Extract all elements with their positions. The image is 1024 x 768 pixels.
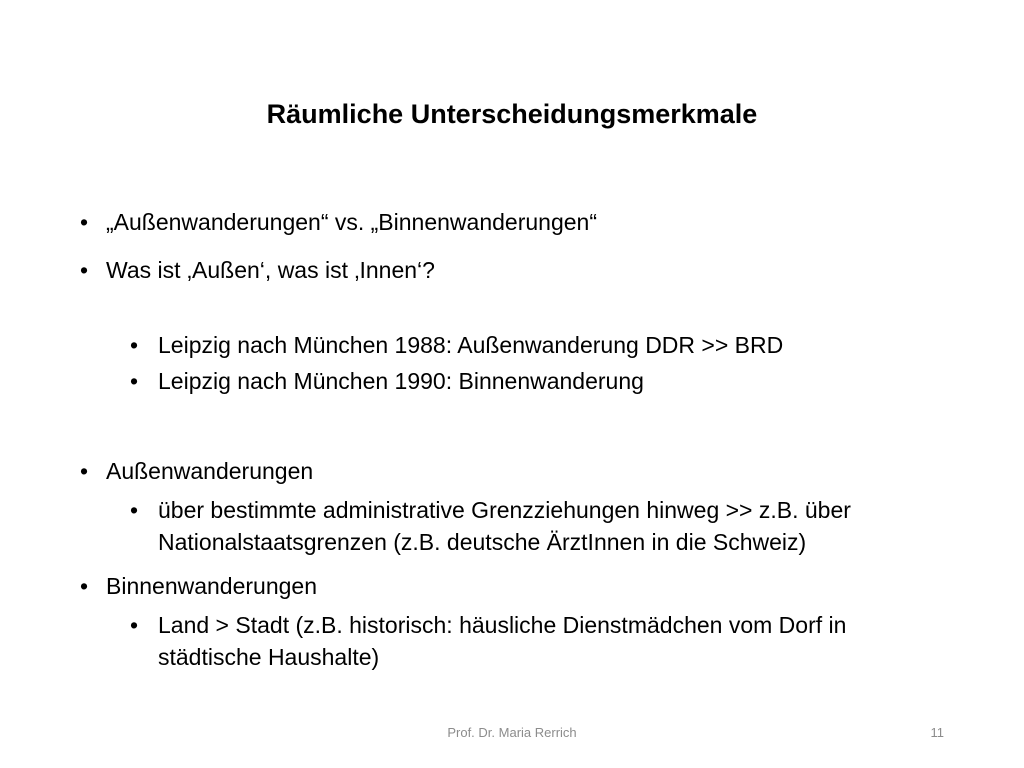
bullet-text: „Außenwanderungen“ vs. „Binnenwanderungen“ bbox=[106, 209, 597, 235]
bullet-icon: • bbox=[80, 458, 89, 484]
bullet-text: Leipzig nach München 1988: Außenwanderung DDR >> BRD bbox=[158, 332, 784, 358]
bullet-text-continuation: Nationalstaatsgrenzen (z.B. deutsche ÄrztInnen in die Schweiz) bbox=[158, 529, 807, 555]
bullet-text: Land > Stadt (z.B. historisch: häusliche Dienstmädchen vom Dorf in bbox=[158, 612, 847, 638]
bullet-icon: • bbox=[130, 332, 139, 358]
slide-title: Räumliche Unterscheidungsmerkmale bbox=[266, 99, 758, 129]
bullet-icon: • bbox=[130, 497, 139, 523]
bullet-icon: • bbox=[130, 612, 139, 638]
bullet-icon: • bbox=[80, 257, 89, 283]
sub-bullet-item-grenzziehungen-continuation bbox=[158, 526, 806, 558]
bullet-text: Außenwanderungen bbox=[106, 458, 314, 484]
bullet-icon: • bbox=[80, 209, 89, 235]
sub-bullet-item-leipzig-1988 bbox=[130, 329, 784, 361]
bullet-icon: • bbox=[80, 573, 89, 599]
bullet-text: über bestimmte administrative Grenzziehungen hinweg >> z.B. über bbox=[158, 497, 851, 523]
bullet-item-aussen-vs-binnen bbox=[80, 206, 597, 238]
bullet-item-binnenwanderungen bbox=[80, 570, 318, 602]
bullet-item-aussenwanderungen bbox=[80, 455, 314, 487]
sub-bullet-item-leipzig-1990 bbox=[130, 365, 644, 397]
footer-page-number: 11 bbox=[930, 725, 944, 740]
footer-author: Prof. Dr. Maria Rerrich bbox=[447, 725, 577, 740]
bullet-text: Binnenwanderungen bbox=[106, 573, 318, 599]
bullet-text: Was ist ‚Außen‘, was ist ‚Innen‘? bbox=[106, 257, 435, 283]
bullet-text: Leipzig nach München 1990: Binnenwanderung bbox=[158, 368, 644, 394]
sub-bullet-item-grenzziehungen bbox=[130, 494, 851, 526]
sub-bullet-item-land-stadt-continuation bbox=[158, 641, 379, 673]
bullet-text-continuation: städtische Haushalte) bbox=[158, 644, 380, 670]
bullet-item-aussen-innen-question bbox=[80, 254, 435, 286]
bullet-icon: • bbox=[130, 368, 139, 394]
sub-bullet-item-land-stadt bbox=[130, 609, 847, 641]
